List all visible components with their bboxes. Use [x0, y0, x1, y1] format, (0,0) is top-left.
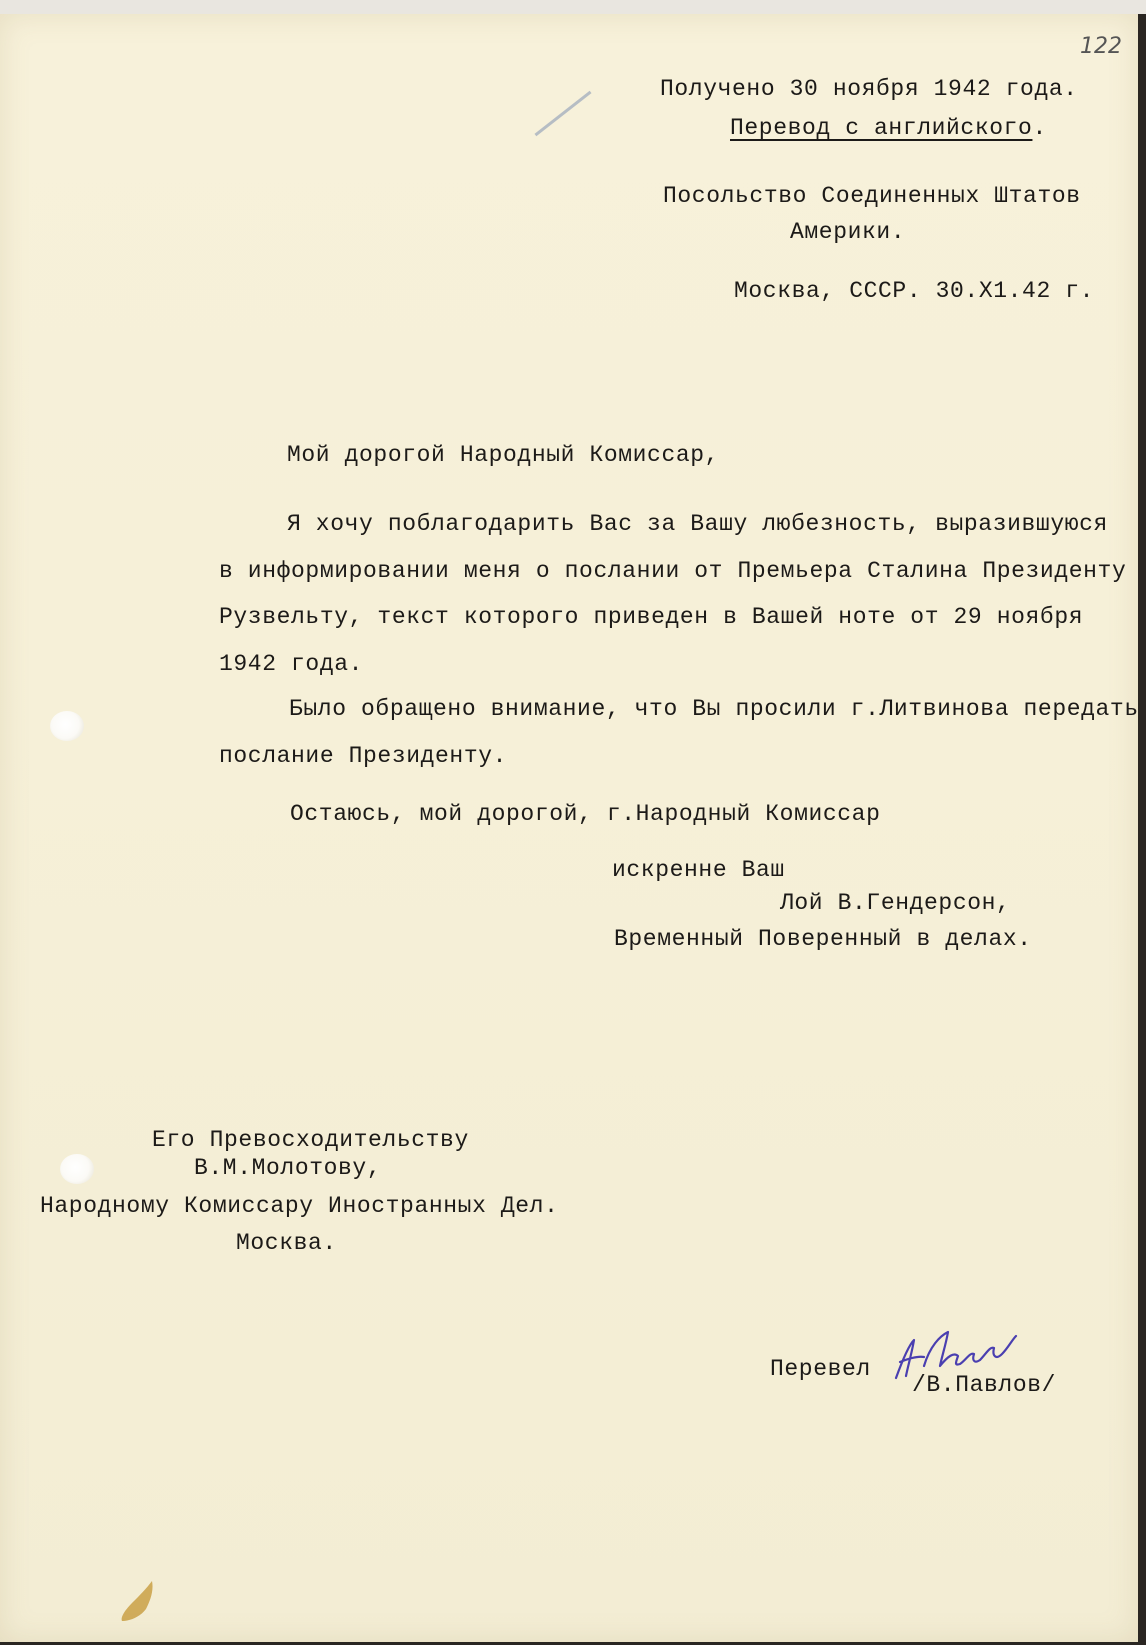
closing-line: Остаюсь, мой дорогой, г.Народный Комиссар: [290, 801, 881, 827]
folio-number: 122: [1080, 34, 1122, 59]
salutation: Мой дорогой Народный Комиссар,: [287, 442, 720, 468]
translation-note-period: .: [1032, 115, 1047, 141]
punch-hole: [60, 1154, 94, 1184]
pencil-mark: [534, 91, 591, 136]
addressee-line-3: Народному Комиссару Иностранных Дел.: [40, 1193, 559, 1219]
paragraph-2-line: послание Президенту.: [219, 743, 508, 769]
translation-note: [730, 117, 1047, 140]
signer-title: Временный Поверенный в делах.: [614, 926, 1032, 952]
translator-label: Перевел: [770, 1356, 871, 1382]
paragraph-1-line: 1942 года.: [219, 651, 364, 677]
sincerely: искренне Ваш: [612, 857, 785, 883]
paper-stain: [118, 1579, 158, 1623]
embassy-line-1: Посольство Соединенных Штатов: [663, 183, 1081, 209]
document-page: [0, 14, 1138, 1642]
paragraph-2-line: Было обращено внимание, что Вы просили г.Литвинова передать: [289, 696, 1139, 722]
paragraph-1-line: Я хочу поблагодарить Вас за Вашу любезность, выразившуюся: [287, 511, 1108, 537]
paragraph-1-line: в информировании меня о послании от Премьера Сталина Президенту: [219, 558, 1127, 584]
addressee-line-2: В.М.Молотову,: [194, 1155, 382, 1181]
place-date: Москва, СССР. 30.Х1.42 г.: [734, 278, 1095, 304]
addressee-line-1: Его Превосходительству: [152, 1127, 469, 1153]
received-line: Получено 30 ноября 1942 года.: [660, 76, 1078, 102]
embassy-line-2: Америки.: [790, 219, 906, 245]
paragraph-1-line: Рузвельту, текст которого приведен в Вашей ноте от 29 ноября: [219, 604, 1084, 630]
translator-name: /В.Павлов/: [912, 1372, 1057, 1398]
scan-top-strip: [0, 0, 1146, 14]
translation-note-text: Перевод с английского: [730, 115, 1033, 141]
punch-hole: [50, 711, 84, 741]
handwritten-signature: [890, 1326, 1040, 1386]
signer-name: Лой В.Гендерсон,: [780, 890, 1011, 916]
addressee-line-4: Москва.: [236, 1230, 337, 1256]
